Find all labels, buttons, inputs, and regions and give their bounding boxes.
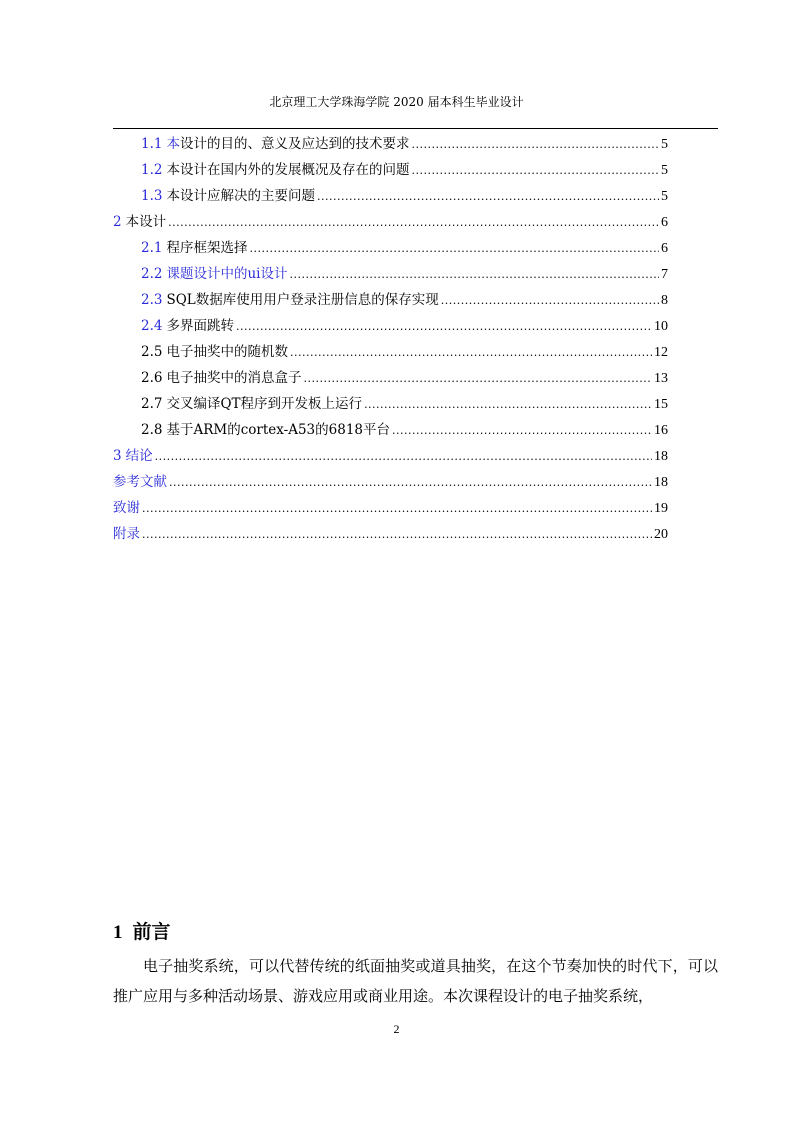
page-header: 北京理工大学珠海学院 2020 届本科生毕业设计 [269,95,524,109]
toc-entry-number: 1.2 [141,162,163,178]
toc-entry-page: 7 [661,267,668,282]
toc-leader-dots [236,314,652,340]
toc-leader-dots [317,184,659,210]
toc-entry[interactable] [113,235,668,261]
toc-leader-dots [169,470,652,496]
toc-entry[interactable] [113,443,668,469]
toc-entry[interactable] [113,495,668,521]
toc-entry-page: 13 [654,371,668,386]
toc-leader-dots [142,522,652,548]
toc-entry-title: 电子抽奖中的消息盒子 [166,370,302,386]
toc-entry-number: 2.6 [141,370,163,386]
toc-entry-title-rest: 设计的目的、意义及应达到的技术要求 [179,136,410,152]
toc-entry-number: 2.1 [141,240,163,256]
toc-entry-title: 电子抽奖中的随机数 [166,344,288,360]
toc-entry-title: 致谢 [113,500,140,516]
page-number: 2 [393,1022,400,1036]
toc-entry-title: 本设计在国内外的发展概况及存在的问题 [166,162,410,178]
table-of-contents [113,131,668,547]
toc-entry[interactable] [113,365,668,391]
toc-entry[interactable] [113,469,668,495]
toc-leader-dots [411,132,659,158]
toc-entry-title: 交叉编译QT程序到开发板上运行 [166,396,363,412]
toc-leader-dots [364,392,652,418]
toc-entry[interactable] [113,521,668,547]
toc-entry-page: 18 [654,449,668,464]
toc-entry-number: 2.7 [141,396,163,412]
toc-entry-number: 1.3 [141,188,163,204]
toc-entry-number: 3 [113,448,122,464]
toc-entry[interactable] [113,183,668,209]
header-rule [113,128,718,129]
toc-entry-title: 附录 [113,526,140,542]
toc-entry-number: 2.8 [141,422,163,438]
toc-entry-number: 2.5 [141,344,163,360]
toc-leader-dots [290,262,660,288]
toc-entry-number: 2 [113,214,122,230]
toc-entry-page: 12 [654,345,668,360]
toc-entry-page: 19 [654,501,668,516]
toc-entry[interactable] [113,261,668,287]
toc-entry-title: 结论 [125,448,153,464]
toc-leader-dots [155,444,652,470]
toc-entry-page: 5 [661,189,668,204]
toc-leader-dots [392,418,652,444]
toc-entry-number: 1.1 [141,136,163,152]
toc-entry-title: 多界面跳转 [166,318,234,334]
toc-entry-page: 16 [654,423,668,438]
body-text [113,951,718,1011]
toc-leader-dots [249,236,659,262]
toc-entry[interactable] [113,391,668,417]
toc-entry[interactable] [113,209,668,235]
toc-entry-title [166,131,409,157]
section-number: 1 [113,922,123,943]
toc-entry-page: 18 [654,475,668,490]
toc-leader-dots [411,158,659,184]
toc-entry[interactable] [113,287,668,313]
section-heading [113,917,171,944]
toc-entry-number: 2.4 [141,318,163,334]
toc-entry[interactable] [113,313,668,339]
toc-entry-number: 2.3 [141,292,163,308]
toc-entry-page: 6 [661,241,668,256]
toc-entry-title: 本设计应解决的主要问题 [166,188,315,204]
toc-entry-page: 5 [661,137,668,152]
toc-entry[interactable] [113,131,668,157]
toc-entry-title: 课题设计中的ui设计 [166,266,288,282]
toc-entry-number: 2.2 [141,266,163,282]
toc-leader-dots [168,210,659,236]
toc-entry-page: 15 [654,397,668,412]
section-title-text: 前言 [132,922,171,943]
toc-entry-title: 基于ARM的cortex-A53的6818平台 [166,422,390,438]
toc-entry-page: 20 [654,527,668,542]
toc-entry[interactable] [113,417,668,443]
toc-entry[interactable] [113,157,668,183]
toc-leader-dots [142,496,652,522]
toc-entry[interactable] [113,339,668,365]
toc-entry-page: 6 [661,215,668,230]
body-paragraph: 电子抽奖系统，可以代替传统的纸面抽奖或道具抽奖，在这个节奏加快的时代下，可以推广应用与多种活动场景、游戏应用或商业用途。本次课程设计的电子抽奖系统， [113,957,718,1005]
toc-leader-dots [441,288,659,314]
toc-leader-dots [303,366,652,392]
toc-entry-title-prefix: 本 [166,136,180,152]
toc-entry-page: 5 [661,163,668,178]
toc-entry-title: SQL数据库使用用户登录注册信息的保存实现 [166,292,439,308]
toc-entry-title: 参考文献 [113,474,167,490]
toc-leader-dots [290,340,652,366]
toc-entry-title: 程序框架选择 [166,240,248,256]
toc-entry-page: 10 [654,319,668,334]
toc-entry-title: 本设计 [125,214,167,230]
toc-entry-page: 8 [661,293,668,308]
